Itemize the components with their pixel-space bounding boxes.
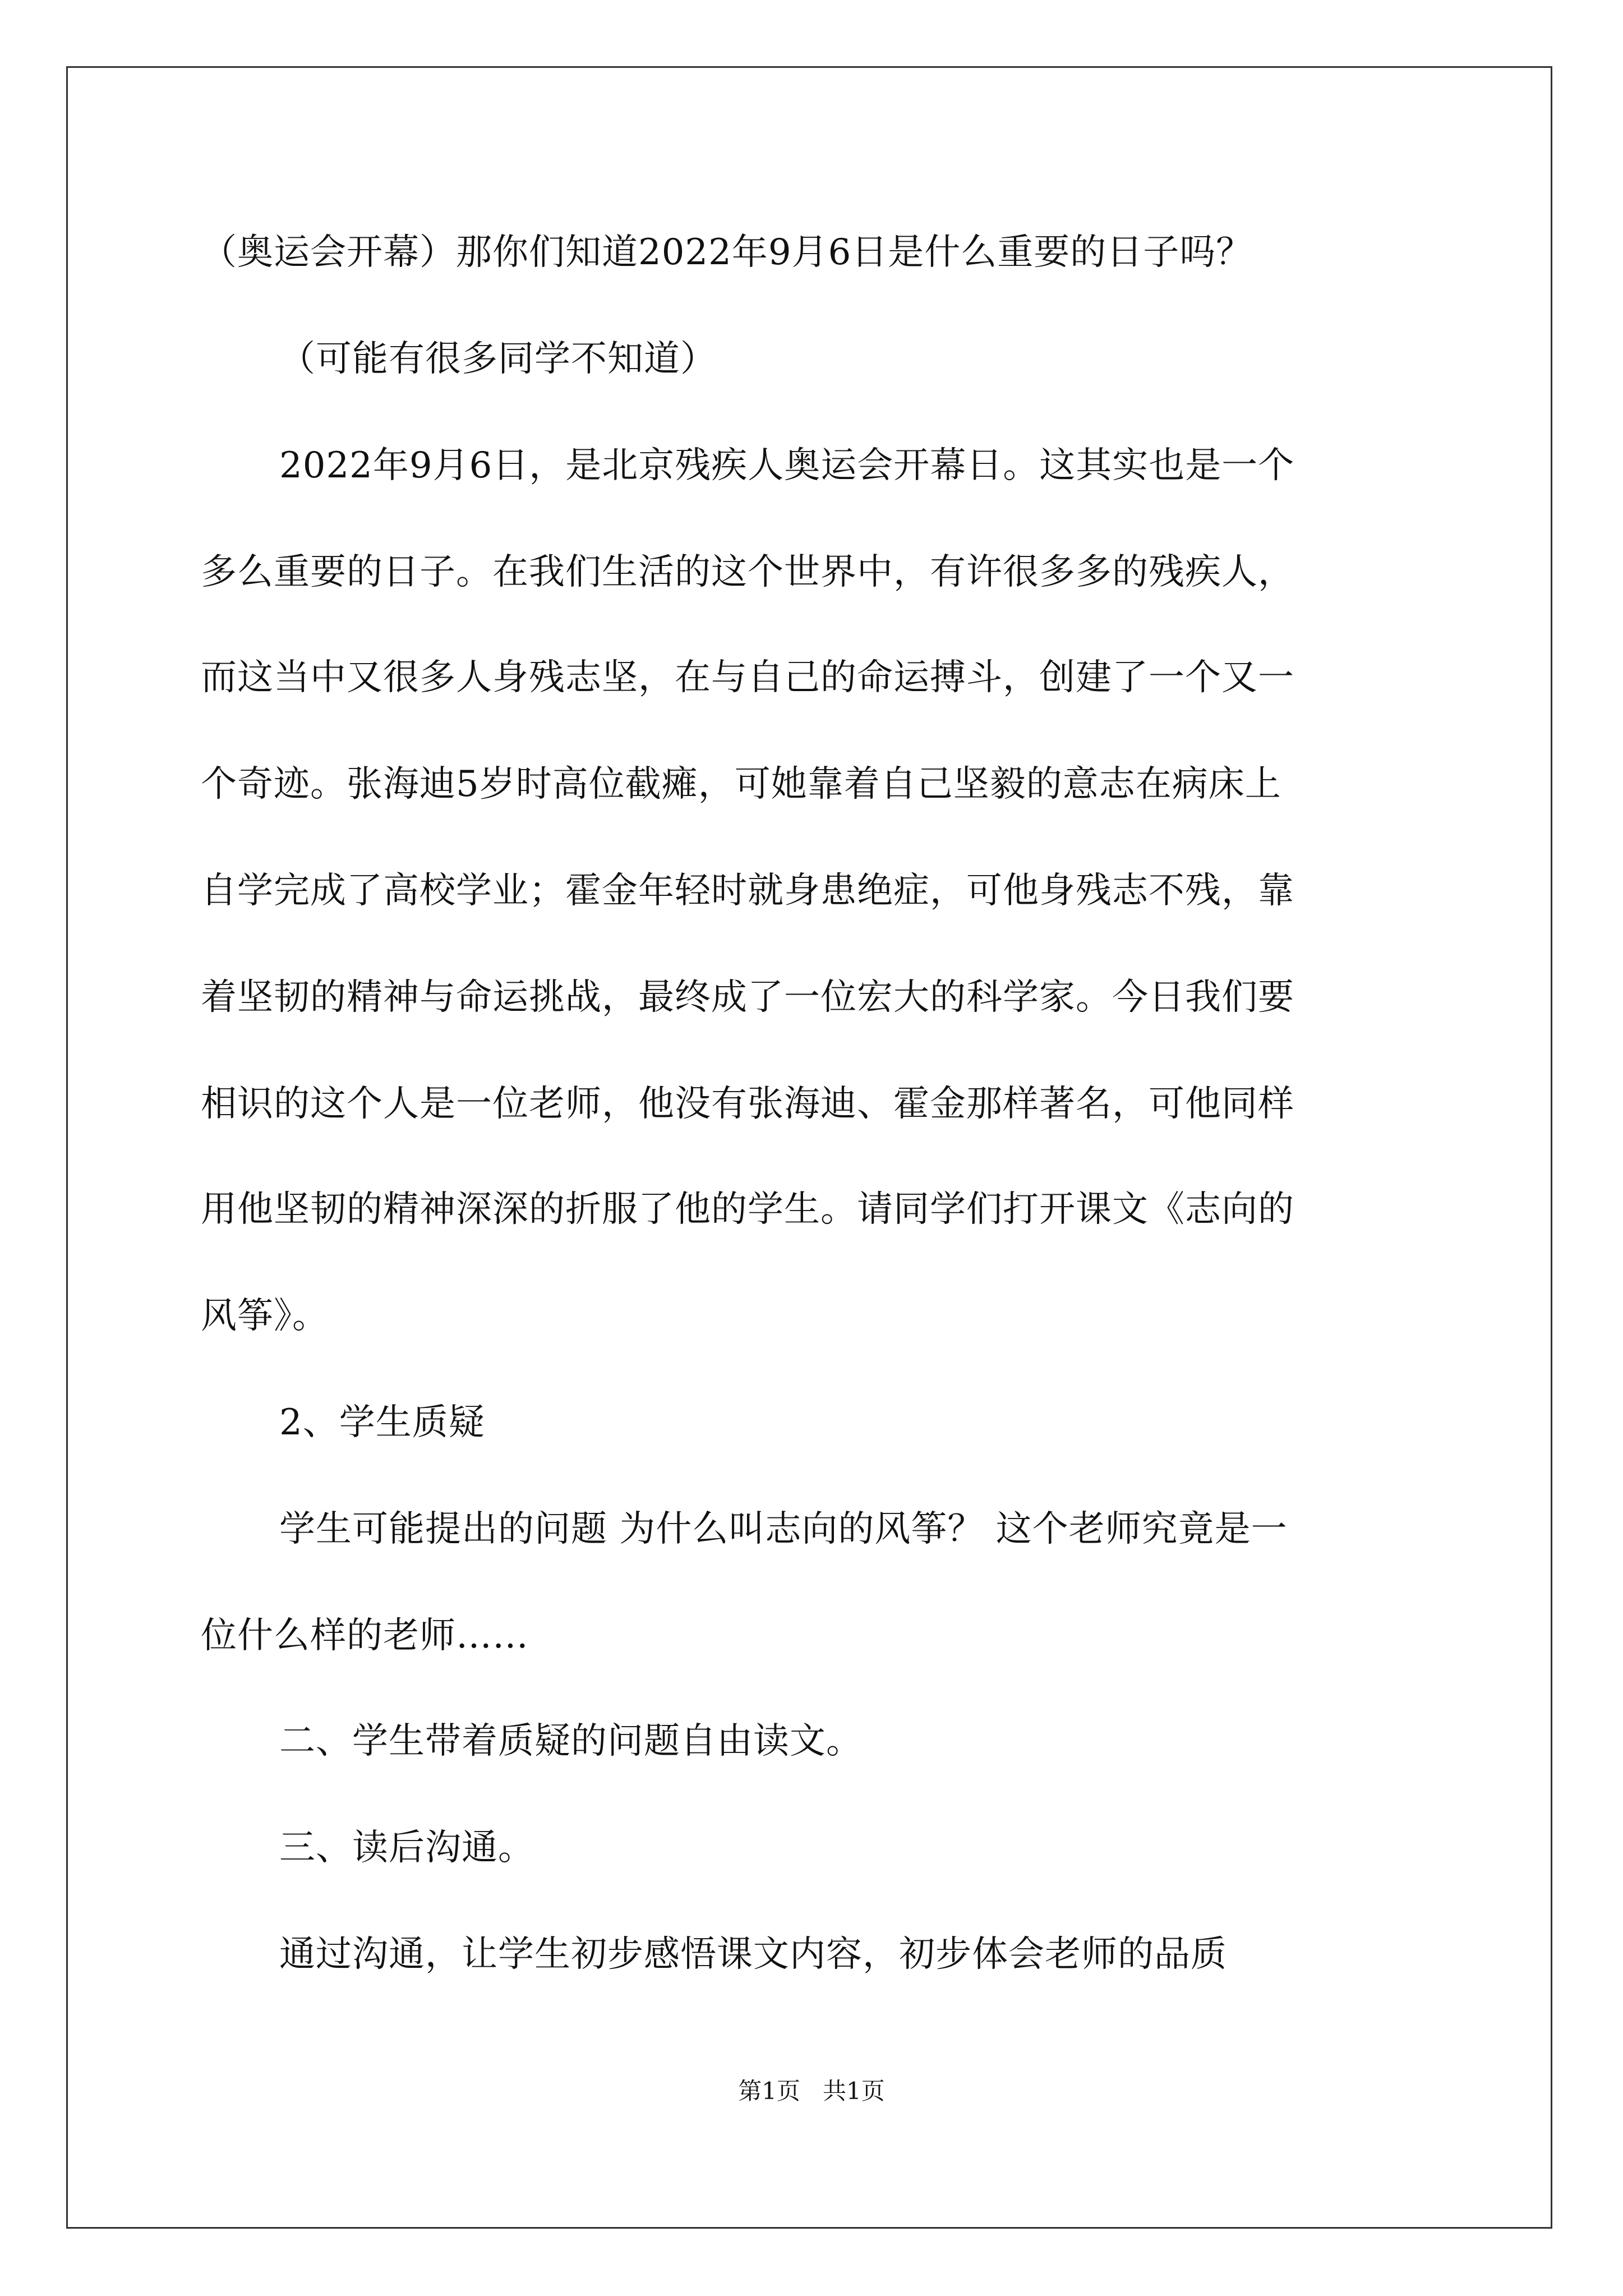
text-line: 通过沟通，让学生初步感悟课文内容，初步体会老师的品质 bbox=[279, 1934, 1227, 1975]
text-line: 自学完成了高校学业；霍金年轻时就身患绝症，可他身残志不残，靠 bbox=[201, 870, 1294, 912]
text-line: 而这当中又很多人身残志坚，在与自己的命运搏斗，创建了一个又一 bbox=[201, 657, 1294, 698]
text-line: （可能有很多同学不知道） bbox=[279, 338, 717, 380]
text-line: 风筝》。 bbox=[201, 1295, 329, 1337]
text-line: （奥运会开幕）那你们知道2022年9月6日是什么重要的日子吗？ bbox=[201, 232, 1253, 273]
text-line: 2022年9月6日，是北京残疾人奥运会开幕日。这其实也是一个 bbox=[279, 445, 1295, 486]
text-line: 着坚韧的精神与命运挑战，最终成了一位宏大的科学家。今日我们要 bbox=[201, 977, 1294, 1018]
text-line: 多么重要的日子。在我们生活的这个世界中，有许很多多的残疾人， bbox=[201, 551, 1294, 593]
section-heading: 2、学生质疑 bbox=[279, 1402, 485, 1443]
text-line: 相识的这个人是一位老师，他没有张海迪、霍金那样著名，可他同样 bbox=[201, 1083, 1294, 1125]
text-line: 学生可能提出的问题 为什么叫志向的风筝？ 这个老师究竟是一 bbox=[279, 1508, 1288, 1550]
text-line: 个奇迹。张海迪5岁时高位截瘫，可她靠着自己坚毅的意志在病床上 bbox=[201, 763, 1281, 805]
section-heading: 二、学生带着质疑的问题自由读文。 bbox=[279, 1720, 863, 1762]
section-heading: 三、读后沟通。 bbox=[279, 1827, 534, 1869]
text-line: 用他坚韧的精神深深的折服了他的学生。请同学们打开课文《志向的 bbox=[201, 1189, 1294, 1230]
page-border bbox=[66, 66, 1552, 2229]
page-footer: 第1页 共1页 bbox=[738, 2077, 885, 2105]
text-line: 位什么样的老师…… bbox=[201, 1615, 529, 1657]
